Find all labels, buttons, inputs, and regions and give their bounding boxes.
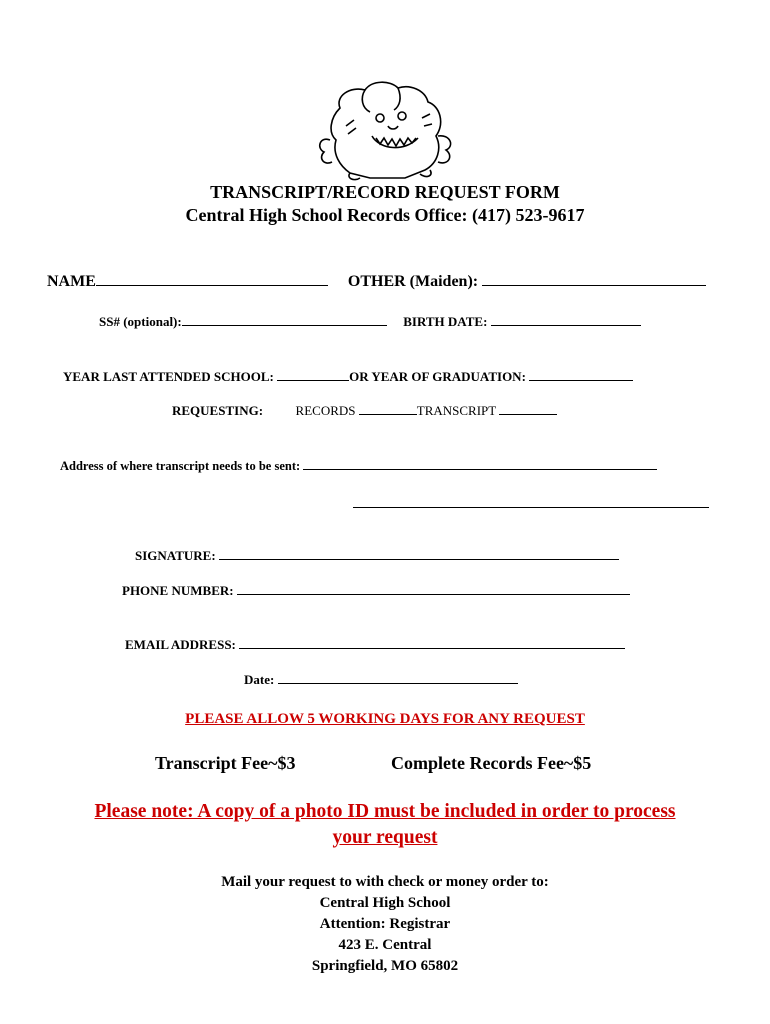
name-field[interactable]: [96, 284, 328, 286]
email-address-label: EMAIL ADDRESS:: [125, 637, 236, 652]
mailing-city: Springfield, MO 65802: [311, 958, 459, 974]
year-last-attended-field[interactable]: [277, 379, 349, 381]
address-field-line2[interactable]: [353, 507, 709, 508]
photo-id-notice-line1: Please note: A copy of a photo ID must be included in order to process: [94, 801, 676, 822]
date-field[interactable]: [278, 682, 518, 684]
birth-date-label: BIRTH DATE:: [403, 314, 488, 329]
ss-label: SS# (optional):: [99, 314, 182, 329]
year-graduation-label: OR YEAR OF GRADUATION:: [349, 369, 526, 384]
records-option-field[interactable]: [359, 413, 417, 415]
phone-row: [122, 583, 630, 599]
name-label: NAME: [47, 273, 96, 290]
date-row: [244, 672, 518, 688]
address-row: [60, 459, 657, 474]
requesting-label: REQUESTING:: [172, 403, 264, 418]
phone-number-field[interactable]: [237, 593, 630, 595]
transcript-fee: Transcript Fee~$3: [155, 753, 296, 773]
signature-label: SIGNATURE:: [135, 548, 216, 563]
year-row: [63, 369, 633, 385]
transcript-option-field[interactable]: [499, 413, 557, 415]
signature-row: [135, 548, 619, 564]
other-maiden-field[interactable]: [482, 284, 706, 286]
name-row: [47, 273, 706, 291]
phone-number-label: PHONE NUMBER:: [122, 583, 234, 598]
year-last-attended-label: YEAR LAST ATTENDED SCHOOL:: [63, 369, 274, 384]
mailing-street: 423 E. Central: [338, 937, 432, 953]
birth-date-field[interactable]: [491, 324, 641, 326]
email-row: [125, 637, 625, 653]
address-label: Address of where transcript needs to be sent:: [60, 459, 301, 473]
records-option-label: RECORDS: [295, 403, 356, 418]
allow-days-notice: PLEASE ALLOW 5 WORKING DAYS FOR ANY REQUEST: [185, 711, 585, 727]
email-address-field[interactable]: [239, 647, 625, 649]
ss-row: [99, 314, 641, 330]
transcript-option-label: TRANSCRIPT: [416, 403, 496, 418]
photo-id-notice-line2: your request: [332, 827, 438, 848]
bulldog-mascot-icon: [310, 78, 460, 183]
signature-field[interactable]: [219, 558, 619, 560]
form-title: TRANSCRIPT/RECORD REQUEST FORM: [210, 182, 560, 202]
ss-field[interactable]: [182, 324, 387, 326]
year-graduation-field[interactable]: [529, 379, 633, 381]
records-fee: Complete Records Fee~$5: [391, 753, 592, 773]
other-maiden-label: OTHER (Maiden):: [347, 273, 479, 290]
date-label: Date:: [244, 672, 275, 687]
mailing-intro: Mail your request to with check or money order to:: [221, 874, 549, 890]
mailing-school: Central High School: [319, 895, 451, 911]
mailing-attention: Attention: Registrar: [319, 916, 451, 932]
requesting-row: [172, 403, 557, 419]
address-field-line1[interactable]: [303, 468, 657, 470]
records-office-phone: Central High School Records Office: (417) 523-9617: [185, 205, 585, 225]
